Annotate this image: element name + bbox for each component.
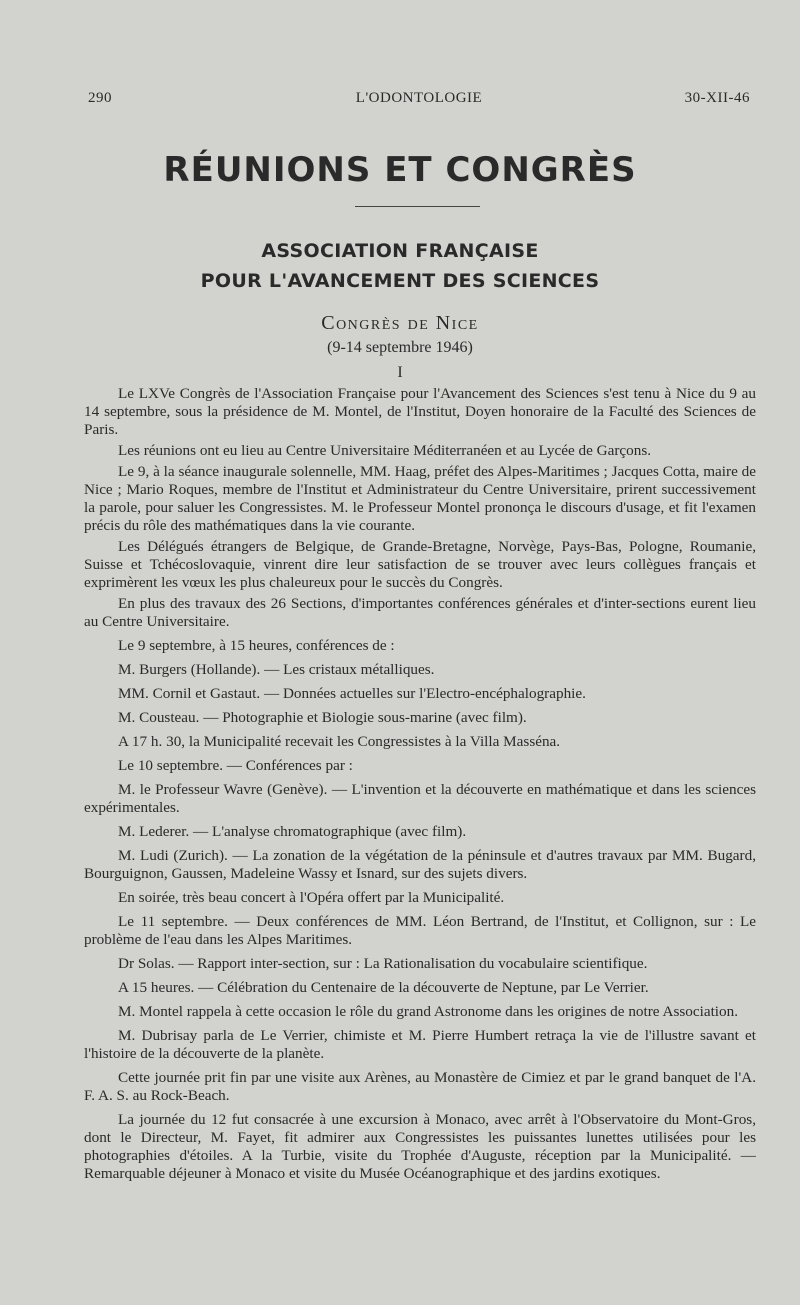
- paragraph: A 15 heures. — Célébration du Centenaire de la découverte de Neptune, par Le Verrier.: [118, 979, 649, 996]
- paragraph: A 17 h. 30, la Municipalité recevait les Congressistes à la Villa Masséna.: [118, 733, 561, 750]
- paragraph: M. Cousteau. — Photographie et Biologie sous-marine (avec film).: [118, 709, 527, 726]
- issue-date: 30-XII-46: [684, 90, 750, 106]
- paragraph: Dr Solas. — Rapport inter-section, sur : La Rationalisation du vocabulaire scientifique.: [118, 955, 648, 972]
- paragraph: M. Dubrisay parla de Le Verrier, chimiste et M. Pierre Humbert retraça la vie de l'illustre savant et l'histoire de la découverte de la planète.: [84, 1027, 756, 1062]
- section-title: RÉUNIONS ET CONGRÈS: [163, 150, 637, 190]
- running-header: [88, 90, 750, 110]
- paragraph: MM. Cornil et Gastaut. — Données actuelles sur l'Electro-encéphalographie.: [118, 685, 586, 702]
- paragraph: Le 11 septembre. — Deux conférences de MM. Léon Bertrand, de l'Institut, et Collignon, sur : Le problème de l'eau dans les Alpes Maritimes.: [84, 913, 756, 948]
- paragraph: Le 9 septembre, à 15 heures, conférences de :: [118, 637, 395, 654]
- congress-dates: (9-14 septembre 1946): [327, 339, 473, 356]
- journal-title: L'ODONTOLOGIE: [355, 90, 483, 106]
- paragraph: M. Burgers (Hollande). — Les cristaux métalliques.: [118, 661, 435, 678]
- paragraph: M. le Professeur Wavre (Genève). — L'invention et la découverte en mathématique et dans les sciences expérimentales.: [84, 781, 756, 816]
- paragraph: Le LXVe Congrès de l'Association Française pour l'Avancement des Sciences s'est tenu à Nice du 9 au 14 septembre, sous la présidence de M. Montel, de l'Institut, Doyen honoraire de la Faculté des Sciences de Paris.: [84, 385, 756, 438]
- paragraph: M. Montel rappela à cette occasion le rôle du grand Astronome dans les origines de notre Association.: [118, 1003, 738, 1020]
- association-heading-line-1: ASSOCIATION FRANÇAISE: [261, 240, 539, 262]
- paragraph: La journée du 12 fut consacrée à une excursion à Monaco, avec arrêt à l'Observatoire du Mont-Gros, dont le Directeur, M. Fayet, fit admirer aux Congressistes les puissantes lunettes utilisées pour les photographies d'étoiles. A la Turbie, visite du Trophée d'Auguste, réception par la Municipalité. — Remarquable déjeuner à Monaco et visite du Musée Océanographique et des jardins exotiques.: [84, 1111, 756, 1182]
- paragraph: En soirée, très beau concert à l'Opéra offert par la Municipalité.: [118, 889, 505, 906]
- paragraph: Les réunions ont eu lieu au Centre Universitaire Méditerranéen et au Lycée de Garçons.: [118, 442, 652, 459]
- paragraph: Les Délégués étrangers de Belgique, de Grande-Bretagne, Norvège, Pays-Bas, Pologne, Roumanie, Suisse et Tchécoslovaquie, vinrent dire leur satisfaction de se trouver avec leurs collègues français et exprimèrent les vœux les plus chaleureux pour le succès du Congrès.: [84, 538, 756, 591]
- paragraph: M. Ludi (Zurich). — La zonation de la végétation de la péninsule et d'autres travaux par MM. Bugard, Bourguignon, Gaussen, Madeleine Wassy et Isnard, sur des sujets divers.: [84, 847, 756, 882]
- article-body: [84, 385, 756, 1186]
- page-number: 290: [88, 90, 112, 106]
- paragraph: Le 10 septembre. — Conférences par :: [118, 757, 353, 774]
- association-heading-line-2: POUR L'AVANCEMENT DES SCIENCES: [200, 270, 600, 292]
- paragraph: En plus des travaux des 26 Sections, d'importantes conférences générales et d'inter-sections eurent lieu au Centre Universitaire.: [84, 595, 756, 630]
- congress-heading: Congrès de Nice: [321, 312, 479, 334]
- paragraph: M. Lederer. — L'analyse chromatographique (avec film).: [118, 823, 467, 840]
- paragraph: Le 9, à la séance inaugurale solennelle, MM. Haag, préfet des Alpes-Maritimes ; Jacques Cotta, maire de Nice ; Mario Roques, membre de l'Institut et Administrateur du Centre Universitaire, prirent successivement la parole, pour saluer les Congressistes. M. le Professeur Montel prononça le discours d'usage, et fit l'examen précis du rôle des mathématiques dans la vie courante.: [84, 463, 756, 534]
- section-number: I: [397, 364, 403, 381]
- paragraph: Cette journée prit fin par une visite aux Arènes, au Monastère de Cimiez et par le grand banquet de l'A. F. A. S. au Rock-Beach.: [84, 1069, 756, 1104]
- title-rule: [355, 206, 480, 207]
